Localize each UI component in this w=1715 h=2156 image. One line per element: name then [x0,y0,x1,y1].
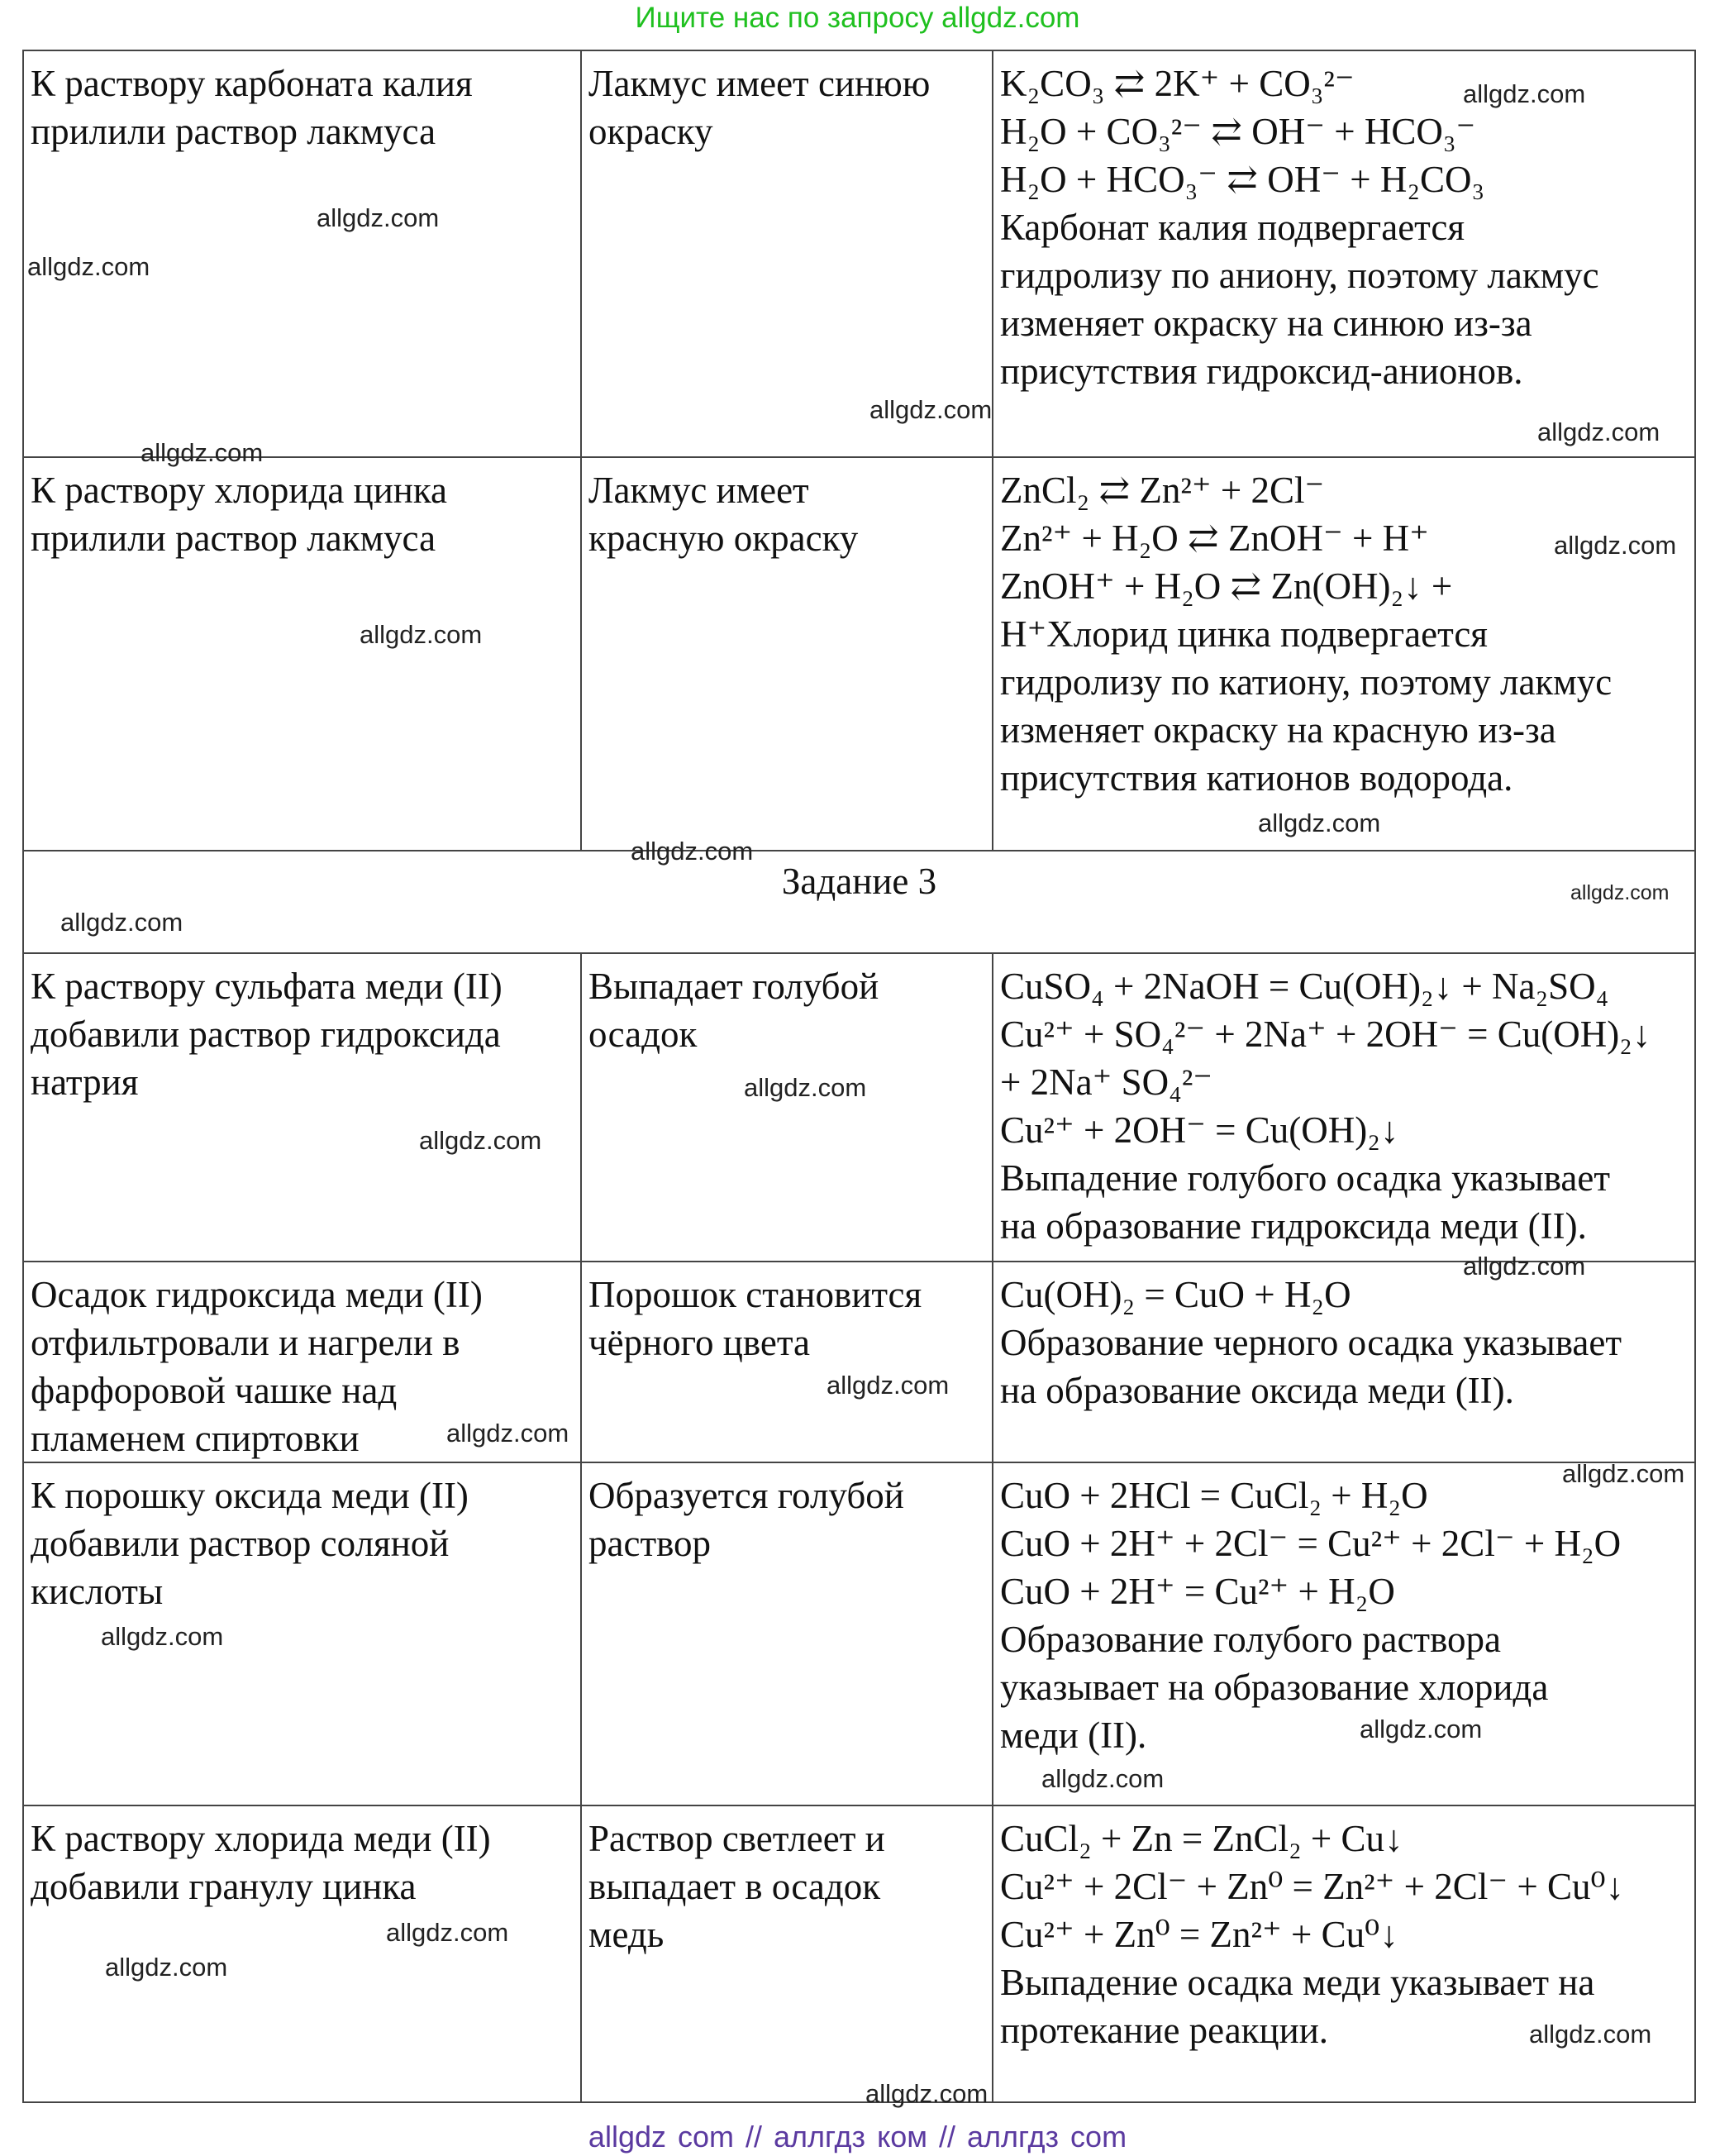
cell-line: раствор [588,1523,712,1564]
cell-line: H₂O + HCO₃⁻ ⇄ OH⁻ + H₂CO₃ [1000,159,1485,200]
table-row [22,50,1696,458]
experiment-cell [22,954,580,1262]
cell-line: Лакмус имеет синюю [588,63,931,104]
cell-line: К раствору хлорида цинка [31,470,448,511]
experiment-cell [22,458,580,851]
watermark: allgdz.com [1463,79,1586,108]
observation-cell [580,1463,992,1806]
watermark: allgdz.com [865,2079,989,2108]
cell-line: пламенем спиртовки [31,1418,360,1459]
watermark: allgdz.com [869,395,993,424]
cell-line: Порошок становится [588,1274,922,1315]
watermark: allgdz.com [744,1073,867,1102]
cell-line: CuSO₄ + 2NaOH = Cu(OH)₂↓ + Na₂SO₄ [1000,966,1609,1007]
cell-line: К порошку оксида меди (II) [31,1475,469,1516]
observation-cell [580,954,992,1262]
watermark: allgdz.com [141,438,264,467]
watermark: allgdz.com [317,203,440,232]
cell-line: Выпадение осадка меди указывает на [1000,1962,1595,2003]
cell-line: + 2Na⁺ SO₄²⁻ [1000,1061,1213,1103]
table-row [22,952,1696,1262]
watermark: allgdz.com [1537,417,1660,446]
table-row [22,1805,1696,2103]
table-row [22,456,1696,851]
cell-line: гидролизу по аниону, поэтому лакмус [1000,255,1599,296]
cell-line: кислоты [31,1571,164,1612]
equation-cell [992,458,1696,851]
table-row [22,1261,1696,1463]
cell-line: Раствор светлеет и [588,1818,885,1859]
cell-line: H₂O + CO₃²⁻ ⇄ OH⁻ + HCO₃⁻ [1000,111,1476,152]
equation-cell [992,51,1696,458]
watermark: allgdz.com [446,1419,569,1448]
equation-cell [992,954,1696,1262]
cell-line: Выпадает голубой [588,966,879,1007]
cell-line: К раствору хлорида меди (II) [31,1818,491,1859]
cell-line: присутствия катионов водорода. [1000,757,1513,799]
cell-line: натрия [31,1061,139,1103]
cell-line: медь [588,1914,665,1955]
cell-line: CuO + 2HCl = CuCl₂ + H₂O [1000,1475,1428,1516]
equation-cell [992,1463,1696,1806]
cell-line: красную окраску [588,518,859,559]
watermark: allgdz.com [386,1918,509,1947]
cell-line: Cu²⁺ + Zn⁰ = Zn²⁺ + Cu⁰↓ [1000,1914,1398,1955]
cell-line: протекание реакции. [1000,2010,1329,2051]
section-header-row [22,850,1696,954]
cell-line: Cu²⁺ + SO₄²⁻ + 2Na⁺ + 2OH⁻ = Cu(OH)₂↓ [1000,1014,1651,1055]
cell-line: на образование оксида меди (II). [1000,1370,1514,1411]
search-banner[interactable]: Ищите нас по запросу allgdz.com [635,2,1080,34]
cell-line: К раствору сульфата меди (II) [31,966,503,1007]
cell-line: добавили раствор гидроксида [31,1014,501,1055]
cell-line: Cu²⁺ + 2OH⁻ = Cu(OH)₂↓ [1000,1109,1399,1151]
cell-line: изменяет окраску на синюю из-за [1000,303,1532,344]
cell-line: ZnOH⁺ + H₂O ⇄ Zn(OH)₂↓ + [1000,565,1453,607]
watermark: allgdz.com [1041,1764,1165,1793]
cell-line: Карбонат калия подвергается [1000,207,1465,248]
cell-line: меди (II). [1000,1715,1147,1756]
cell-line: выпадает в осадок [588,1866,881,1907]
watermark: allgdz.com [1529,2020,1652,2049]
watermark: allgdz.com [1570,881,1670,904]
cell-line: добавили раствор соляной [31,1523,450,1564]
watermark: allgdz.com [27,252,150,281]
watermark: allgdz.com [1463,1252,1586,1281]
watermark: allgdz.com [1554,531,1677,560]
cell-line: окраску [588,111,713,152]
observation-cell [580,1262,992,1463]
cell-line: Образование голубого раствора [1000,1619,1502,1660]
observation-cell [580,1806,992,2101]
cell-line: Выпадение голубого осадка указывает [1000,1157,1610,1199]
cell-line: фарфоровой чашке над [31,1370,398,1411]
section-title: Задание 3 [22,851,1696,954]
cell-line: Cu²⁺ + 2Cl⁻ + Zn⁰ = Zn²⁺ + 2Cl⁻ + Cu⁰↓ [1000,1866,1625,1907]
cell-line: Лакмус имеет [588,470,809,511]
cell-line: К раствору карбоната калия [31,63,473,104]
cell-line: присутствия гидроксид-анионов. [1000,351,1523,392]
watermark: allgdz.com [827,1371,950,1400]
cell-line: Образование черного осадка указывает [1000,1322,1622,1363]
equation-cell [992,1806,1696,2101]
cell-line: чёрного цвета [588,1322,811,1363]
cell-line: Осадок гидроксида меди (II) [31,1274,483,1315]
cell-line: отфильтровали и нагрели в [31,1322,460,1363]
cell-line: добавили гранулу цинка [31,1866,417,1907]
cell-line: изменяет окраску на красную из-за [1000,709,1556,751]
cell-line: Образуется голубой [588,1475,904,1516]
cell-line: на образование гидроксида меди (II). [1000,1205,1587,1247]
watermark: allgdz.com [1258,808,1381,837]
watermark: allgdz.com [101,1622,224,1651]
watermark: allgdz.com [360,620,483,649]
cell-line: K₂CO₃ ⇄ 2K⁺ + CO₃²⁻ [1000,63,1355,104]
cell-line: гидролизу по катиону, поэтому лакмус [1000,661,1613,703]
cell-line: Cu(OH)₂ = CuO + H₂O [1000,1274,1351,1315]
cell-line: CuO + 2H⁺ = Cu²⁺ + H₂O [1000,1571,1395,1612]
cell-line: прилили раствор лакмуса [31,518,436,559]
cell-line: осадок [588,1014,698,1055]
watermark: allgdz.com [631,837,754,866]
observation-cell [580,458,992,851]
watermark: allgdz.com [419,1126,542,1155]
cell-line: Zn²⁺ + H₂O ⇄ ZnOH⁻ + H⁺ [1000,518,1429,559]
watermark: allgdz.com [105,1953,228,1982]
table-row [22,1462,1696,1806]
watermark: allgdz.com [60,908,183,937]
cell-line: H⁺Хлорид цинка подвергается [1000,613,1489,655]
footer-links[interactable]: allgdz com // аллгдз ком // аллгдз com [588,2120,1127,2154]
cell-line: CuO + 2H⁺ + 2Cl⁻ = Cu²⁺ + 2Cl⁻ + H₂O [1000,1523,1622,1564]
cell-line: CuCl₂ + Zn = ZnCl₂ + Cu↓ [1000,1818,1403,1859]
cell-line: ZnCl₂ ⇄ Zn²⁺ + 2Cl⁻ [1000,470,1325,511]
equation-cell [992,1262,1696,1463]
watermark: allgdz.com [1360,1715,1483,1743]
cell-line: указывает на образование хлорида [1000,1667,1549,1708]
watermark: allgdz.com [1562,1459,1685,1488]
cell-line: прилили раствор лакмуса [31,111,436,152]
